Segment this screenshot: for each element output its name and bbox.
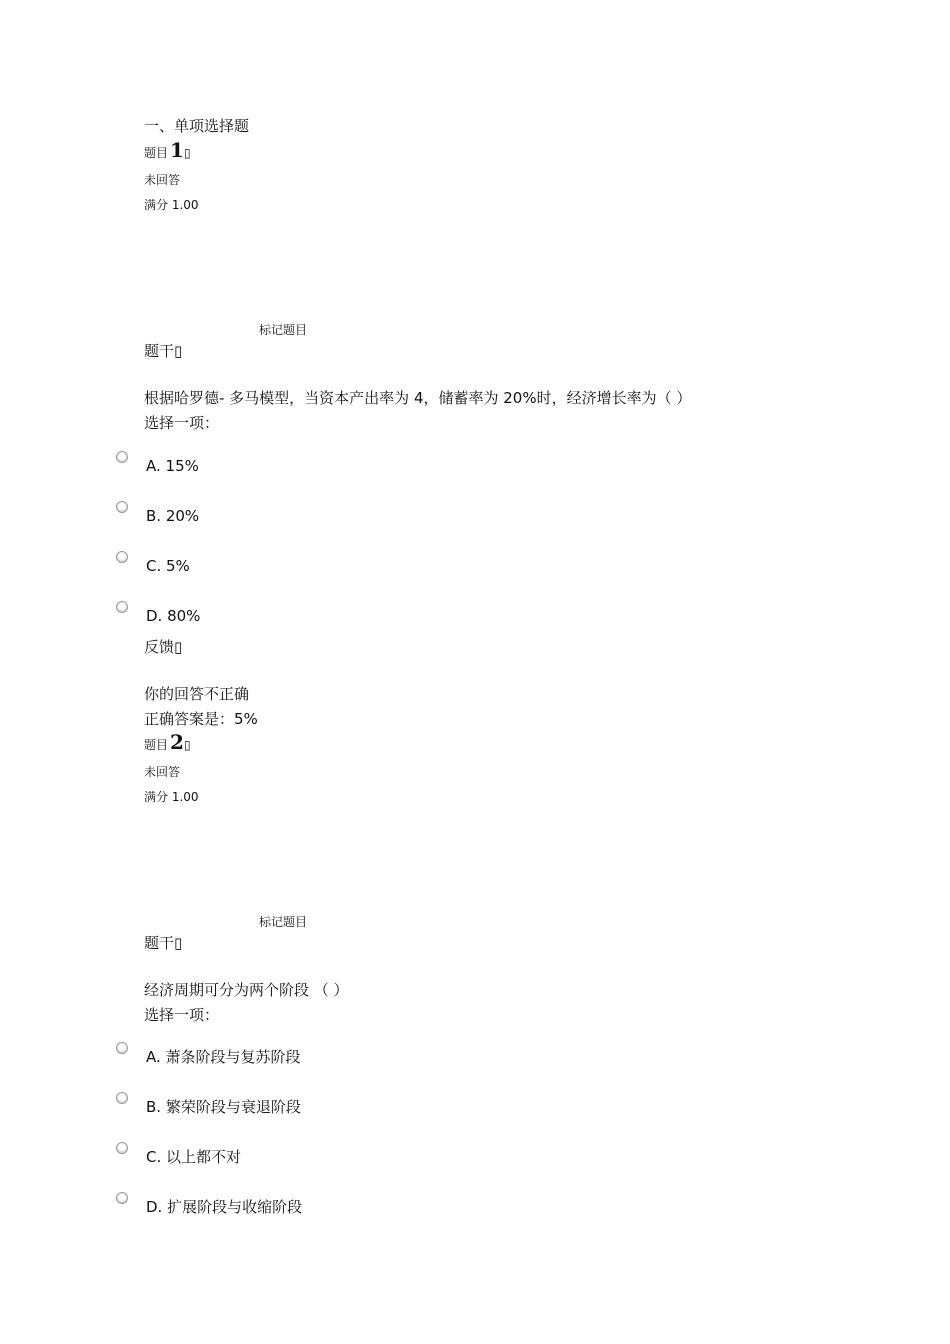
question-number: 2 — [170, 730, 184, 754]
question-status: 未回答 — [144, 173, 181, 187]
question-stem-label: 题干▯ — [144, 934, 183, 952]
radio-option-a[interactable] — [116, 1042, 128, 1054]
choose-one-label: 选择一项： — [144, 1006, 220, 1024]
flag-question-link[interactable]: 标记题目 — [259, 323, 308, 337]
question-score: 满分 1.00 — [144, 198, 199, 212]
option-b-label[interactable]: B. 繁荣阶段与衰退阶段 — [146, 1098, 301, 1116]
radio-option-a[interactable] — [116, 451, 128, 463]
box-icon: ▯ — [183, 146, 191, 160]
question-label: 题目 — [144, 146, 169, 160]
radio-option-b[interactable] — [116, 1092, 128, 1104]
option-d-label[interactable]: D. 扩展阶段与收缩阶段 — [146, 1198, 303, 1216]
option-b-label[interactable]: B. 20% — [146, 507, 200, 525]
question-score: 满分 1.00 — [144, 790, 199, 804]
section-title: 一、单项选择题 — [144, 117, 250, 135]
question-stem: 经济周期可分为两个阶段 （ ） — [144, 981, 349, 999]
question-status: 未回答 — [144, 765, 181, 779]
radio-option-d[interactable] — [116, 601, 128, 613]
question-stem: 根据哈罗德- 多马模型，当资本产出率为 4，储蓄率为 20%时，经济增长率为（ ） — [144, 389, 692, 407]
box-icon: ▯ — [183, 738, 191, 752]
option-c-label[interactable]: C. 以上都不对 — [146, 1148, 242, 1166]
feedback-text: 你的回答不正确 — [144, 685, 250, 703]
feedback-label: 反馈▯ — [144, 638, 183, 656]
radio-option-d[interactable] — [116, 1192, 128, 1204]
option-a-label[interactable]: A. 萧条阶段与复苏阶段 — [146, 1048, 301, 1066]
question-header — [144, 140, 191, 160]
option-d-label[interactable]: D. 80% — [146, 607, 201, 625]
option-a-label[interactable]: A. 15% — [146, 457, 199, 475]
question-label: 题目 — [144, 738, 169, 752]
correct-answer: 正确答案是：5% — [144, 710, 258, 728]
flag-question-link[interactable]: 标记题目 — [259, 915, 308, 929]
question-stem-label: 题干▯ — [144, 342, 183, 360]
radio-option-c[interactable] — [116, 551, 128, 563]
question-header — [144, 732, 191, 752]
choose-one-label: 选择一项： — [144, 414, 220, 432]
radio-option-b[interactable] — [116, 501, 128, 513]
question-number: 1 — [170, 138, 184, 162]
option-c-label[interactable]: C. 5% — [146, 557, 190, 575]
radio-option-c[interactable] — [116, 1142, 128, 1154]
